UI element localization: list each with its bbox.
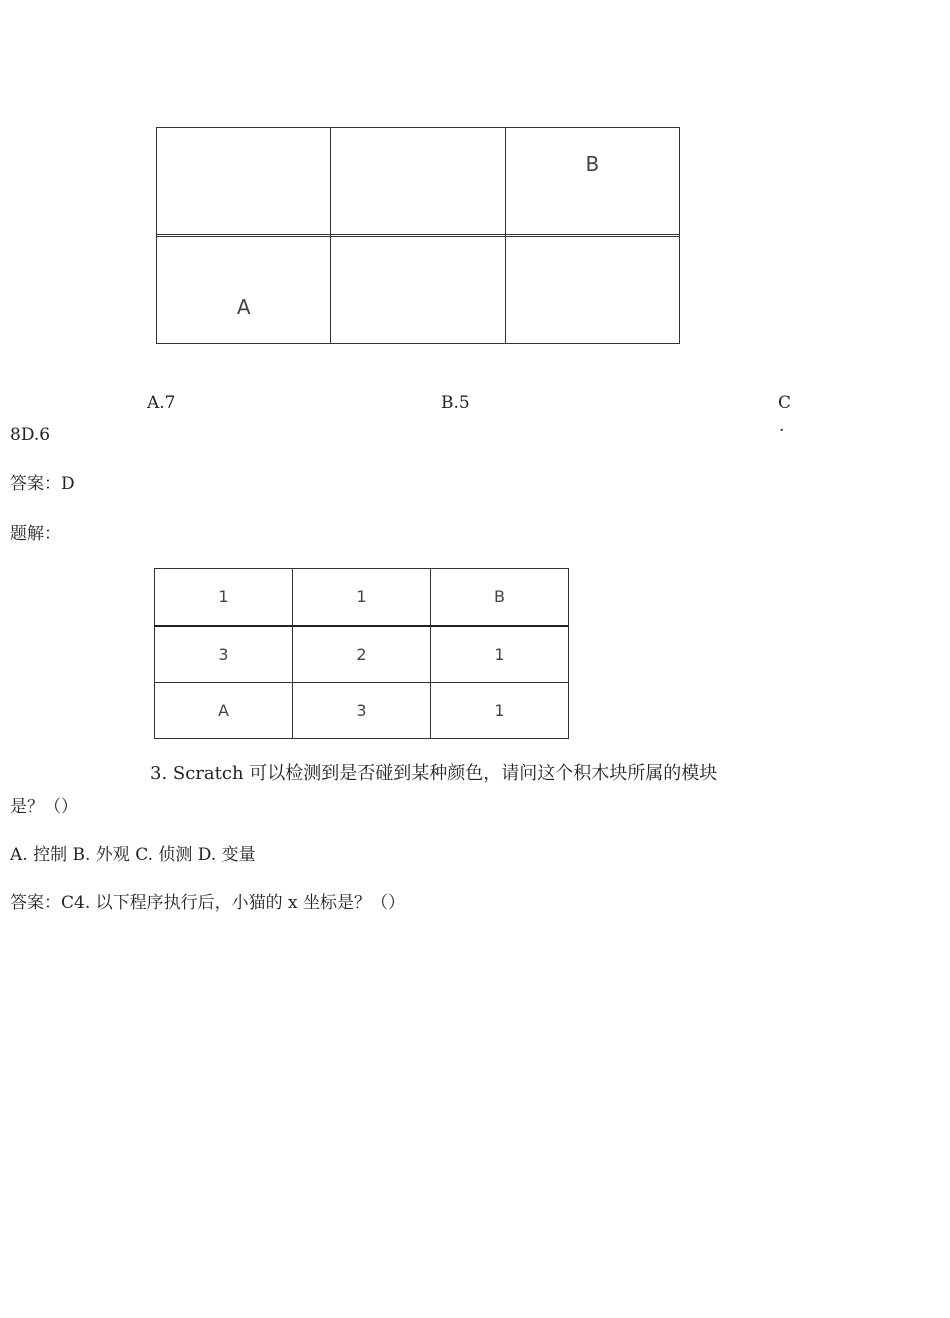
question-3-line2: 是？（） <box>10 797 78 817</box>
grid2-cell: B <box>431 569 569 626</box>
grid1-cell <box>505 237 679 344</box>
grid2-cell: 3 <box>155 626 293 683</box>
grid1-cell <box>331 237 505 344</box>
grid1-cell <box>331 128 505 235</box>
answer-q2: 答案：D <box>10 474 75 494</box>
grid2-cell: 1 <box>293 569 431 626</box>
question-3-line1: 3. Scratch 可以检测到是否碰到某种颜色，请问这个积木块所属的模块 <box>150 763 718 784</box>
grid2-cell: 1 <box>155 569 293 626</box>
grid2-cell: A <box>155 683 293 739</box>
grid2-cell: 3 <box>293 683 431 739</box>
option-rest: 8D.6 <box>10 425 51 445</box>
grid2-cell: 1 <box>431 626 569 683</box>
option-b: B.5 <box>441 393 470 413</box>
option-c-dot: . <box>779 416 785 436</box>
answer-q3-question-4: 答案：C4. 以下程序执行后，小猫的 x 坐标是？（） <box>10 893 406 913</box>
grid-diagram-2 <box>154 568 569 739</box>
option-c: C <box>778 393 792 413</box>
grid1-cell-a: A <box>157 237 331 344</box>
solution-label: 题解： <box>10 524 61 544</box>
grid1-cell-b: B <box>505 128 679 235</box>
option-a: A.7 <box>147 393 176 413</box>
grid-diagram-1 <box>156 127 680 344</box>
question-3-options: A. 控制 B. 外观 C. 侦测 D. 变量 <box>10 845 256 865</box>
grid2-cell: 1 <box>431 683 569 739</box>
grid2-cell: 2 <box>293 626 431 683</box>
grid1-cell <box>157 128 331 235</box>
